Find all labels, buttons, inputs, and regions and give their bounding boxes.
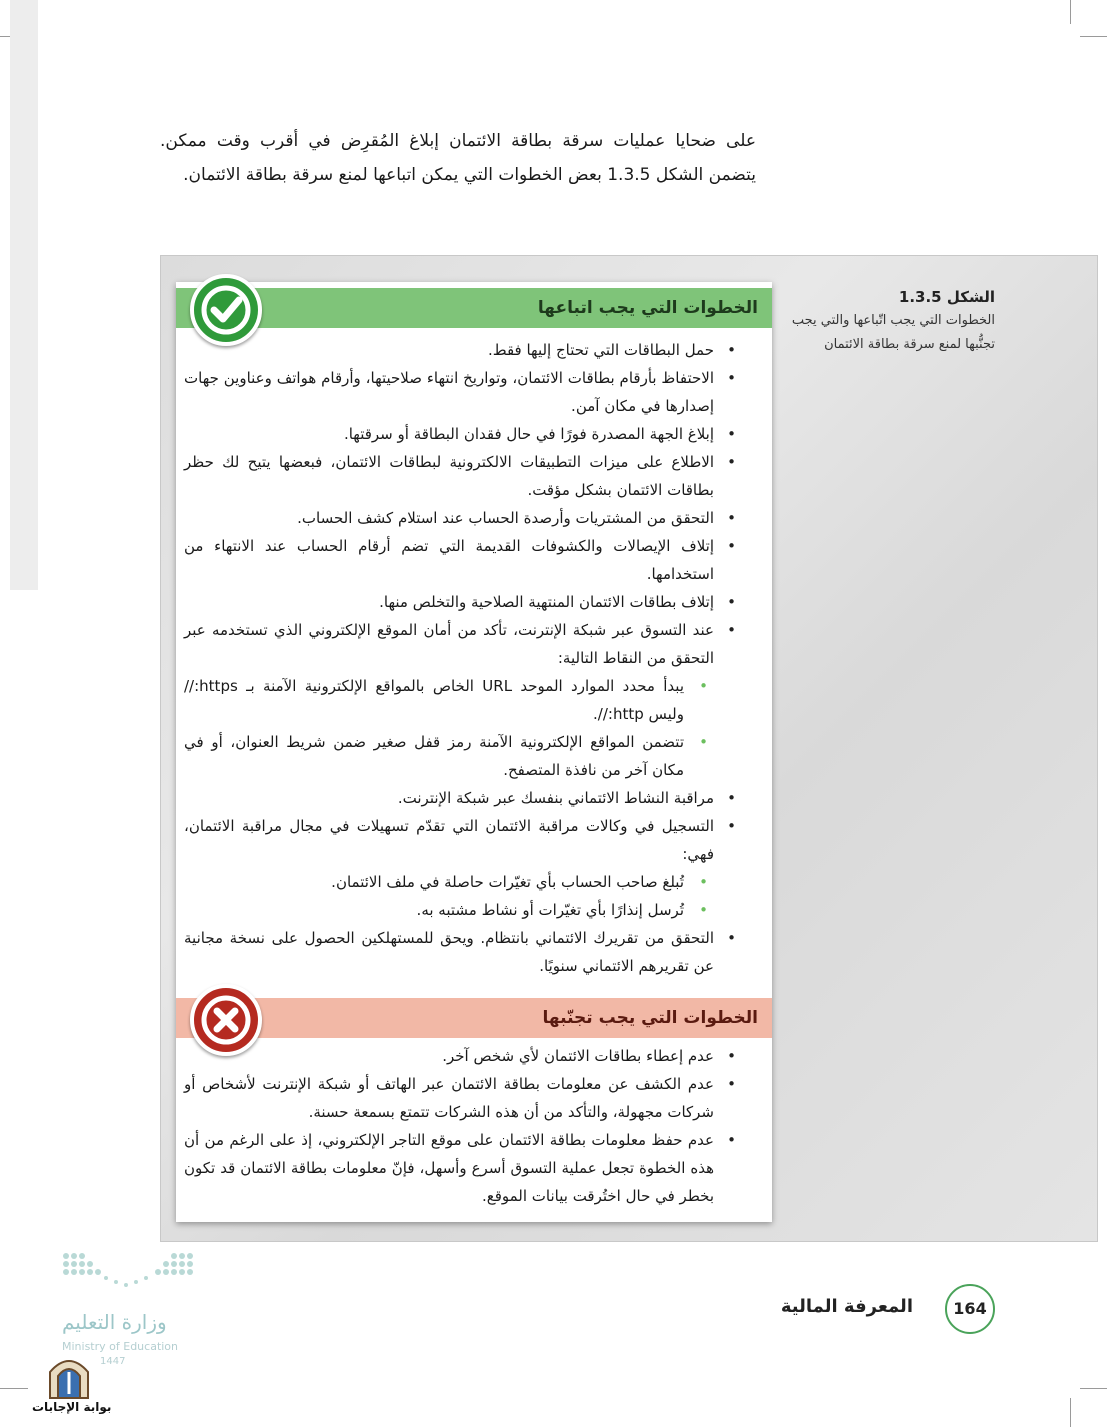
list-item: الاطلاع على ميزات التطبيقات الالكترونية لبطاقات الائتمان، فبعضها يتيح لك حظر بطاقات الائتمان بشكل مؤقت. • [184, 448, 714, 504]
list-item: التحقق من المشتريات وأرصدة الحساب عند استلام كشف الحساب. • [184, 504, 714, 532]
figure-caption: الخطوات التي يجب اتّباعها والتي يجب تجنُّبها لمنع سرقة بطاقة الائتمان [791, 313, 995, 352]
list-item: عدم إعطاء بطاقات الائتمان لأي شخص آخر. • [184, 1042, 714, 1070]
page-edge-strip [10, 0, 38, 590]
list-item: عدم الكشف عن معلومات بطاقة الائتمان عبر الهاتف أو شبكة الإنترنت لأشخاص أو شركات مجهولة، والتأكد من أن هذه الشركات تتمتع بسمعة حسنة. • [184, 1070, 714, 1126]
list-item: حمل البطاقات التي تحتاج إليها فقط. • [184, 336, 714, 364]
list-item: إتلاف بطاقات الائتمان المنتهية الصلاحية والتخلص منها. • [184, 588, 714, 616]
list-item: عدم حفظ معلومات بطاقة الائتمان على موقع التاجر الإلكتروني، إذ على الرغم من أن هذه الخطوة تجعل عملية التسوق أسرع وأسهل، فإنّ معلومات بطاقة الائتمان قد تكون بخطر في حال اختُرقت بيانات الموقع. • [184, 1126, 714, 1210]
site-name: بوابة الإجابات [32, 1400, 112, 1414]
page-number: 164 [945, 1284, 995, 1334]
ministry-year: 1447 [100, 1356, 126, 1367]
list-item: عند التسوق عبر شبكة الإنترنت، تأكد من أمان الموقع الإلكتروني الذي تستخدمه عبر التحقق من النقاط التالية: • [184, 616, 714, 672]
sub-list-item: تتضمن المواقع الإلكترونية الآمنة رمز قفل صغير ضمن شريط العنوان، أو في مكان آخر من نافذة المتصفح. • [184, 728, 714, 784]
steps-card [176, 282, 772, 1222]
figure-caption-block [785, 285, 995, 357]
crop-mark-bottom-right [1080, 1388, 1107, 1389]
intro-paragraph: على ضحايا عمليات سرقة بطاقة الائتمان إبلاغ المُقرِض في أقرب وقت ممكن. يتضمن الشكل 1.3.5 بعض الخطوات التي يمكن اتباعها لمنع سرقة بطاقة الائتمان. [160, 131, 756, 185]
crop-mark-top-right [1080, 36, 1107, 37]
crop-mark-bottom-left [0, 1388, 28, 1389]
ministry-name-arabic: وزارة التعليم [62, 1310, 167, 1334]
avoid-header: الخطوات التي يجب تجنّبها [176, 998, 772, 1038]
avoid-list [184, 1042, 714, 1210]
list-item: إبلاغ الجهة المصدرة فورًا في حال فقدان البطاقة أو سرقتها. • [184, 420, 714, 448]
crop-mark-top-right-v [1070, 0, 1071, 24]
sub-list-item: تُبلغ صاحب الحساب بأي تغيّرات حاصلة في ملف الائتمان. • [184, 868, 714, 896]
list-item: الاحتفاظ بأرقام بطاقات الائتمان، وتواريخ انتهاء صلاحيتها، وأرقام هواتف وعناوين جهات إصدارها في مكان آمن. • [184, 364, 714, 420]
ministry-logo-icon [62, 1252, 198, 1296]
follow-header: الخطوات التي يجب اتباعها [176, 288, 772, 328]
gate-logo-icon [44, 1350, 94, 1400]
list-item: التحقق من تقريرك الائتماني بانتظام. ويحق للمستهلكين الحصول على نسخة مجانية عن تقريرهم الائتماني سنويًا. • [184, 924, 714, 980]
list-item: التسجيل في وكالات مراقبة الائتمان التي تقدّم تسهيلات في مجال مراقبة الائتمان، فهي: • [184, 812, 714, 868]
crop-mark-bottom-right-v [1070, 1398, 1071, 1427]
ministry-name-english: Ministry of Education [62, 1340, 179, 1353]
sub-list-item: يبدأ محدد الموارد الموحد URL الخاص بالمواقع الإلكترونية الآمنة بـ https:// وليس http://. • [184, 672, 714, 728]
sub-list-item: تُرسل إنذارًا بأي تغيّرات أو نشاط مشتبه به. • [184, 896, 714, 924]
book-title: المعرفة المالية [780, 1296, 913, 1317]
figure-title: الشكل 1.3.5 [898, 288, 995, 306]
follow-list [184, 336, 714, 980]
list-item: إتلاف الإيصالات والكشوفات القديمة التي تضم أرقام الحساب عند الانتهاء من استخدامها. • [184, 532, 714, 588]
list-item: مراقبة النشاط الائتماني بنفسك عبر شبكة الإنترنت. • [184, 784, 714, 812]
